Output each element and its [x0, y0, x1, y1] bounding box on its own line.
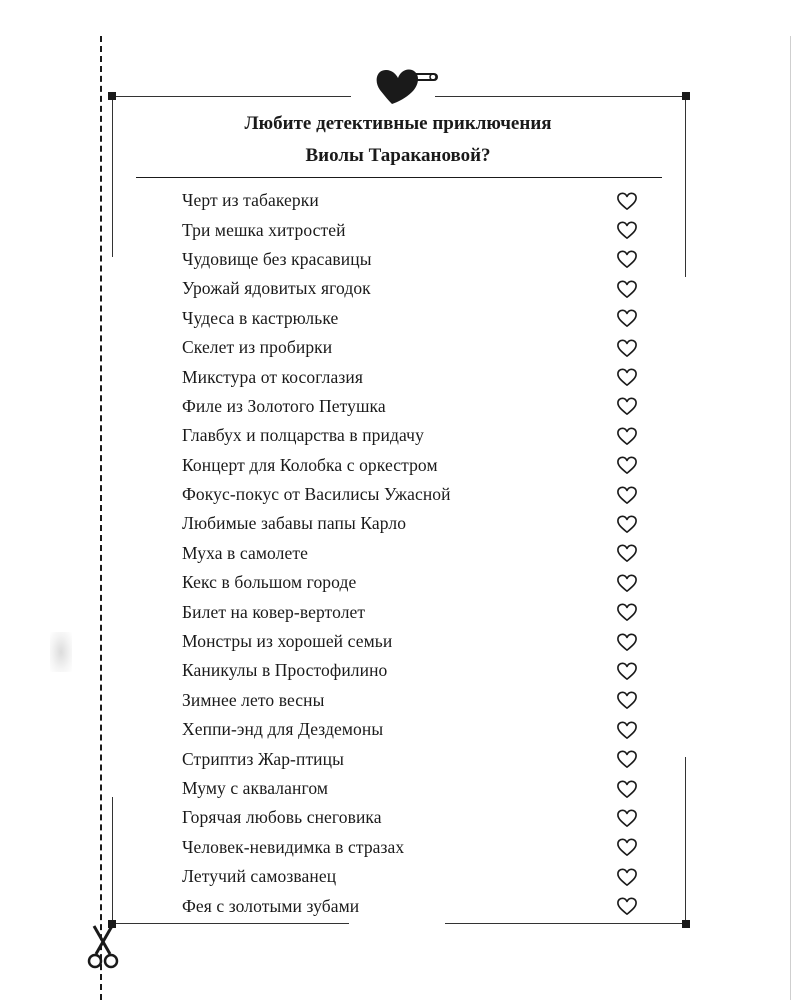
heart-outline-icon[interactable]: [616, 808, 638, 828]
book-item: [182, 803, 642, 832]
book-item: [182, 597, 642, 626]
book-item: [182, 245, 642, 274]
heart-with-safety-pin-icon: [372, 62, 440, 106]
book-item: [182, 333, 642, 362]
book-title: Муха в самолете: [182, 542, 308, 563]
page-edge: [790, 36, 791, 1000]
book-title: Чудовище без красавицы: [182, 248, 372, 269]
book-item: [182, 421, 642, 450]
book-item: [182, 744, 642, 773]
book-title: Концерт для Колобка с оркестром: [182, 454, 438, 475]
book-title: Главбух и полцарства в придачу: [182, 425, 424, 446]
book-title: Летучий самозванец: [182, 866, 337, 887]
heart-outline-icon[interactable]: [616, 690, 638, 710]
book-title: Фокус-покус от Василисы Ужасной: [182, 484, 451, 505]
page-title: [132, 108, 664, 172]
book-title: Филе из Золотого Петушка: [182, 395, 386, 416]
book-item: [182, 362, 642, 391]
book-item: [182, 568, 642, 597]
scissors-icon: [84, 922, 124, 970]
book-title: Микстура от косоглазия: [182, 366, 363, 387]
book-title: Фея с золотыми зубами: [182, 895, 360, 916]
book-title: Горячая любовь снеговика: [182, 807, 382, 828]
book-title: Хеппи-энд для Дездемоны: [182, 719, 384, 740]
book-item: [182, 186, 642, 215]
frame-corner: [682, 920, 690, 928]
book-title: Монстры из хорошей семьи: [182, 631, 393, 652]
book-item: [182, 304, 642, 333]
heart-outline-icon[interactable]: [616, 455, 638, 475]
book-title: Урожай ядовитых ягодок: [182, 278, 371, 299]
frame-corner: [108, 92, 116, 100]
book-item: [182, 539, 642, 568]
heart-outline-icon[interactable]: [616, 720, 638, 740]
heart-outline-icon[interactable]: [616, 867, 638, 887]
heart-outline-icon[interactable]: [616, 514, 638, 534]
heart-outline-icon[interactable]: [616, 220, 638, 240]
heart-outline-icon[interactable]: [616, 543, 638, 563]
heart-outline-icon[interactable]: [616, 249, 638, 269]
book-item: [182, 274, 642, 303]
book-title: Билет на ковер-вертолет: [182, 601, 366, 622]
book-item: [182, 686, 642, 715]
book-item: [182, 891, 642, 920]
book-item: [182, 627, 642, 656]
heart-outline-icon[interactable]: [616, 779, 638, 799]
heart-outline-icon[interactable]: [616, 426, 638, 446]
book-title: Чудеса в кастрюльке: [182, 307, 339, 328]
book-title: Стриптиз Жар-птицы: [182, 748, 344, 769]
title-line-2: Виолы Таракановой?: [305, 145, 491, 166]
heart-outline-icon[interactable]: [616, 749, 638, 769]
book-item: [182, 215, 642, 244]
frame-gap: [109, 257, 117, 797]
cut-line: [100, 36, 102, 1000]
title-divider: [136, 177, 662, 178]
heart-outline-icon[interactable]: [616, 485, 638, 505]
heart-outline-icon[interactable]: [616, 279, 638, 299]
book-item: [182, 656, 642, 685]
book-checklist: [182, 186, 642, 921]
book-title: Три мешка хитростей: [182, 219, 346, 240]
book-title: Муму с аквалангом: [182, 778, 329, 798]
heart-outline-icon[interactable]: [616, 191, 638, 211]
title-line-1: Любите детективные приключения: [244, 113, 552, 134]
book-title: Кекс в большом городе: [182, 572, 357, 593]
book-item: [182, 392, 642, 421]
book-title: Черт из табакерки: [182, 190, 319, 211]
book-item: [182, 833, 642, 862]
book-title: Любимые забавы папы Карло: [182, 513, 407, 534]
heart-outline-icon[interactable]: [616, 573, 638, 593]
book-title: Человек-невидимка в стразах: [182, 836, 405, 857]
book-item: [182, 862, 642, 891]
frame-corner: [108, 920, 116, 928]
book-title: Скелет из пробирки: [182, 337, 333, 358]
heart-outline-icon[interactable]: [616, 338, 638, 358]
book-title: Каникулы в Простофилино: [182, 660, 388, 681]
frame-gap: [681, 277, 689, 757]
heart-outline-icon[interactable]: [616, 602, 638, 622]
book-title: Зимнее лето весны: [182, 689, 325, 710]
heart-outline-icon[interactable]: [616, 367, 638, 387]
heart-outline-icon[interactable]: [616, 661, 638, 681]
book-item: [182, 451, 642, 480]
heart-outline-icon[interactable]: [616, 837, 638, 857]
book-item: [182, 715, 642, 744]
heart-outline-icon[interactable]: [616, 896, 638, 916]
heart-outline-icon[interactable]: [616, 308, 638, 328]
frame-corner: [682, 92, 690, 100]
heart-outline-icon[interactable]: [616, 632, 638, 652]
book-item: [182, 774, 642, 803]
book-item: [182, 480, 642, 509]
book-item: [182, 509, 642, 538]
scan-smudge: [50, 632, 72, 672]
heart-outline-icon[interactable]: [616, 396, 638, 416]
